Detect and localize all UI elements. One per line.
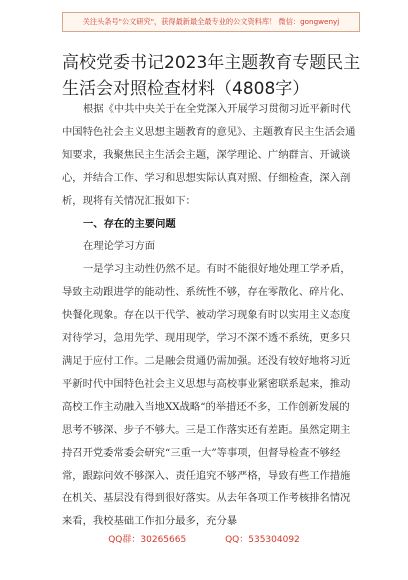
qq-contact: QQ：535304092 [225,535,300,545]
document-title: 高校党委书记2023年主题教育专题民主生活会对照检查材料（4808字） [62,53,361,99]
promo-banner: 关注头条号"公文研究"，获得最新最全最专业的公文资料库！ 微信：gongwenyj [62,12,360,32]
subsection-label: 在理论学习方面 [83,240,156,253]
body-paragraph: 一是学习主动性仍然不足。有时不能很好地处理工学矛盾，导致主动跟进学的能动性、系统性不够，存在零散化、碎片化、快餐化现象。存在以干代学、被动学习现象有时以实用主义态度对待学习，急用先学、现用现学，学习不深不透不系统，更多只满足于应付工作。二是融会贯通仍需加强。还没有较好地将习近平新时代中国特色社会主义思想与高校事业紧密联系起来，推动高校工作主动融入当地XX战略“的举措还不多，工作创新发展的思考不够深、步子不够大。三是工作落实还有差距。虽然定期主持召开党委常委会研究“三重一大”等事项，但督导检查不够经常，跟踪问效不够深入、责任追究不够严格，导致有些工作措施在机关、基层没有得到很好落实。从去年各项工作考核排名情况来看，我校基础工作扣分最多，充分暴 [62,263,351,528]
intro-paragraph: 根据《中共中央关于在全党深入开展学习贯彻习近平新时代中国特色社会主义思想主题教育的意见》、主题教育民主生活会通知要求，我聚焦民主生活会主题，深学理论、广纳群言、开诚谈心，并结合工作、学习和思想实际认真对照、仔细检查，深入剖析，现将有关情况汇报如下： [62,103,356,207]
footer-contact [0,532,408,545]
section-heading: 一、存在的主要问题 [83,217,176,230]
qq-group: QQ群：30265665 [108,535,187,545]
document-body [62,98,358,533]
